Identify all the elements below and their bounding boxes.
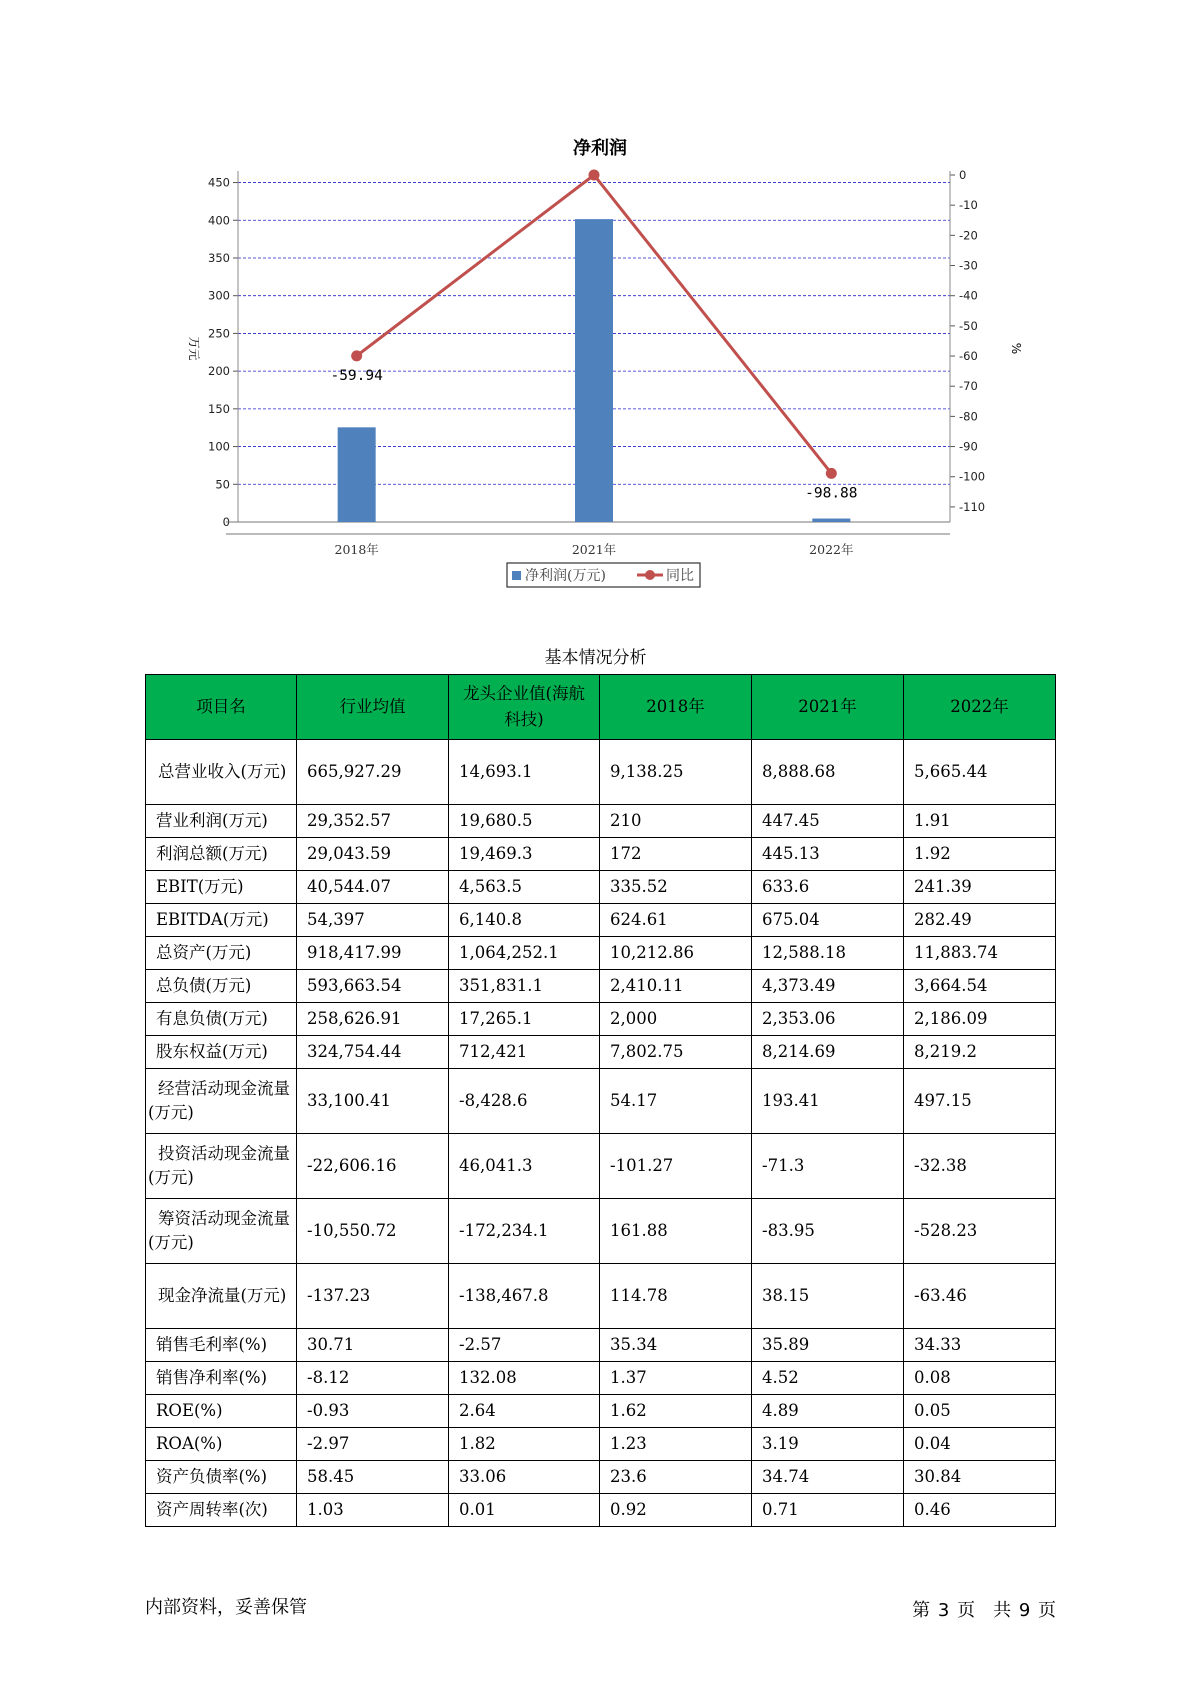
table-cell: 0.46 (904, 1494, 1056, 1527)
table-cell: 675.04 (752, 904, 904, 937)
row-label: 现金净流量(万元) (146, 1264, 297, 1329)
table-cell: 1.23 (600, 1428, 752, 1461)
chart-svg (150, 130, 1050, 600)
y2-tick-label: -40 (959, 288, 978, 303)
table-cell: 2.64 (449, 1395, 600, 1428)
point-yoy (826, 468, 837, 479)
y2-tick-label: -30 (959, 258, 978, 273)
row-label: 资产周转率(次) (146, 1494, 297, 1527)
y2-tick-label: -110 (959, 499, 986, 514)
table-cell: 258,626.91 (297, 1003, 449, 1036)
row-label: 投资活动现金流量(万元) (146, 1134, 297, 1199)
table-cell: 4.52 (752, 1362, 904, 1395)
y-tick-label: 300 (208, 288, 230, 303)
legend-swatch-bar (512, 571, 521, 580)
y2-tick-label: -100 (959, 469, 986, 484)
row-label: 销售净利率(%) (146, 1362, 297, 1395)
row-label: 经营活动现金流量(万元) (146, 1069, 297, 1134)
page-current: 3 (937, 1600, 950, 1621)
table-cell: -10,550.72 (297, 1199, 449, 1264)
row-label: 销售毛利率(%) (146, 1329, 297, 1362)
table-cell: 40,544.07 (297, 871, 449, 904)
point-yoy (351, 350, 362, 361)
row-label: 有息负债(万元) (146, 1003, 297, 1036)
y-tick-label: 0 (222, 515, 230, 529)
table-cell: 5,665.44 (904, 740, 1056, 805)
table-cell: 8,214.69 (752, 1036, 904, 1069)
row-label: 营业利润(万元) (146, 805, 297, 838)
chart-title: 净利润 (573, 138, 627, 159)
table-cell: 4,563.5 (449, 871, 600, 904)
header-industry-avg: 行业均值 (297, 675, 449, 740)
x-tick-label: 2018年 (334, 542, 379, 557)
table-cell: 11,883.74 (904, 937, 1056, 970)
table-cell: 38.15 (752, 1264, 904, 1329)
table-cell: 54.17 (600, 1069, 752, 1134)
table-row (146, 1461, 1056, 1494)
table-cell: -8,428.6 (449, 1069, 600, 1134)
table-cell: 497.15 (904, 1069, 1056, 1134)
y-axis-label: 万元 (187, 336, 201, 361)
point-yoy (589, 170, 600, 181)
y-tick-label: 200 (208, 364, 230, 379)
table-cell: 34.33 (904, 1329, 1056, 1362)
table-cell: 1.37 (600, 1362, 752, 1395)
table-row (146, 937, 1056, 970)
table-cell: 9,138.25 (600, 740, 752, 805)
table-cell: 29,352.57 (297, 805, 449, 838)
table-cell: 19,469.3 (449, 838, 600, 871)
table-cell: 2,186.09 (904, 1003, 1056, 1036)
table-title: 基本情况分析 (544, 648, 647, 668)
legend-label-bar: 净利润(万元) (525, 568, 606, 584)
table-cell: 2,353.06 (752, 1003, 904, 1036)
header-2022: 2022年 (904, 675, 1056, 740)
table-row (146, 1199, 1056, 1264)
table-row (146, 1428, 1056, 1461)
table-cell: 7,802.75 (600, 1036, 752, 1069)
page-prefix: 第 (912, 1600, 931, 1621)
page-total: 9 (1018, 1600, 1031, 1621)
table-row (146, 1395, 1056, 1428)
table-cell: 0.08 (904, 1362, 1056, 1395)
y-tick-label: 150 (208, 401, 230, 416)
table-cell: 1.62 (600, 1395, 752, 1428)
row-label: 筹资活动现金流量(万元) (146, 1199, 297, 1264)
table-cell: -138,467.8 (449, 1264, 600, 1329)
table-cell: 335.52 (600, 871, 752, 904)
row-label: 股东权益(万元) (146, 1036, 297, 1069)
table-row (146, 1494, 1056, 1527)
y2-tick-label: -50 (959, 318, 978, 333)
bar-net-profit (812, 519, 850, 522)
table-cell: 0.04 (904, 1428, 1056, 1461)
table-cell: 241.39 (904, 871, 1056, 904)
table-cell: 0.01 (449, 1494, 600, 1527)
table-cell: 29,043.59 (297, 838, 449, 871)
table-cell: 30.84 (904, 1461, 1056, 1494)
table-cell: 4.89 (752, 1395, 904, 1428)
y2-tick-label: -90 (959, 439, 978, 454)
row-label: EBIT(万元) (146, 871, 297, 904)
table-cell: -2.97 (297, 1428, 449, 1461)
table-cell: 1.03 (297, 1494, 449, 1527)
bar-net-profit (338, 427, 376, 522)
table-cell: -172,234.1 (449, 1199, 600, 1264)
table-cell: 132.08 (449, 1362, 600, 1395)
y2-tick-label: -60 (959, 349, 978, 364)
table-body (146, 740, 1056, 1527)
data-label: -59.94 (330, 367, 383, 384)
table-row (146, 838, 1056, 871)
y-tick-label: 100 (208, 439, 230, 454)
y2-tick-label: -70 (959, 379, 978, 394)
table-cell: 19,680.5 (449, 805, 600, 838)
table-cell: 34.74 (752, 1461, 904, 1494)
header-2018: 2018年 (600, 675, 752, 740)
table-cell: 445.13 (752, 838, 904, 871)
page-indicator (912, 1596, 1056, 1622)
y2-axis-label: % (1009, 342, 1023, 355)
table-cell: 210 (600, 805, 752, 838)
table-cell: -63.46 (904, 1264, 1056, 1329)
table-cell: 33.06 (449, 1461, 600, 1494)
table-cell: 633.6 (752, 871, 904, 904)
table-row (146, 1264, 1056, 1329)
data-label: -98.88 (805, 485, 858, 502)
table-cell: 14,693.1 (449, 740, 600, 805)
table-cell: 30.71 (297, 1329, 449, 1362)
y2-tick-label: -10 (959, 198, 978, 213)
bar-net-profit (575, 219, 613, 522)
table-cell: 23.6 (600, 1461, 752, 1494)
table-cell: 1.92 (904, 838, 1056, 871)
table-cell: 1.91 (904, 805, 1056, 838)
y2-tick-label: -20 (959, 228, 978, 243)
table-cell: -32.38 (904, 1134, 1056, 1199)
table-row (146, 1069, 1056, 1134)
y-tick-label: 450 (208, 175, 230, 190)
table-cell: 33,100.41 (297, 1069, 449, 1134)
y2-tick-label: -80 (959, 409, 978, 424)
table-cell: 193.41 (752, 1069, 904, 1134)
table-cell: 624.61 (600, 904, 752, 937)
page-mid: 页 共 (957, 1600, 1012, 1621)
basic-analysis-table (145, 674, 1056, 1527)
table-cell: 8,888.68 (752, 740, 904, 805)
row-label: 资产负债率(%) (146, 1461, 297, 1494)
table-cell: -101.27 (600, 1134, 752, 1199)
page-suffix: 页 (1038, 1600, 1056, 1621)
table-cell: -137.23 (297, 1264, 449, 1329)
table-cell: -22,606.16 (297, 1134, 449, 1199)
table-row (146, 904, 1056, 937)
table-row (146, 871, 1056, 904)
header-item-name: 项目名 (146, 675, 297, 740)
table-cell: 282.49 (904, 904, 1056, 937)
table-cell: -0.93 (297, 1395, 449, 1428)
table-cell: 10,212.86 (600, 937, 752, 970)
table-cell: 0.71 (752, 1494, 904, 1527)
table-cell: 2,410.11 (600, 970, 752, 1003)
footer-note: 内部资料，妥善保管 (145, 1597, 307, 1618)
table-cell: 2,000 (600, 1003, 752, 1036)
table-cell: 12,588.18 (752, 937, 904, 970)
table-row (146, 740, 1056, 805)
y-tick-label: 400 (208, 213, 230, 228)
header-2021: 2021年 (752, 675, 904, 740)
table-header-row (146, 675, 1056, 740)
net-profit-chart (150, 130, 1050, 600)
table-cell: 35.34 (600, 1329, 752, 1362)
table-cell: -2.57 (449, 1329, 600, 1362)
table-cell: 46,041.3 (449, 1134, 600, 1199)
table-cell: 54,397 (297, 904, 449, 937)
row-label: 总资产(万元) (146, 937, 297, 970)
table-row (146, 1329, 1056, 1362)
table-cell: 1.82 (449, 1428, 600, 1461)
table-cell: 17,265.1 (449, 1003, 600, 1036)
x-tick-label: 2021年 (571, 542, 617, 557)
table-row (146, 1003, 1056, 1036)
table-cell: 1,064,252.1 (449, 937, 600, 970)
table-cell: -8.12 (297, 1362, 449, 1395)
table-cell: 447.45 (752, 805, 904, 838)
table-cell: 351,831.1 (449, 970, 600, 1003)
table-cell: 665,927.29 (297, 740, 449, 805)
table-cell: 3.19 (752, 1428, 904, 1461)
table-cell: 3,664.54 (904, 970, 1056, 1003)
table-cell: 0.05 (904, 1395, 1056, 1428)
row-label: 总负债(万元) (146, 970, 297, 1003)
table-row (146, 1134, 1056, 1199)
header-leader-value: 龙头企业值(海航科技) (449, 675, 600, 740)
table-cell: 0.92 (600, 1494, 752, 1527)
table-cell: 114.78 (600, 1264, 752, 1329)
legend-label-line: 同比 (666, 568, 694, 584)
row-label: 总营业收入(万元) (146, 740, 297, 805)
table-cell: 712,421 (449, 1036, 600, 1069)
table-cell: 172 (600, 838, 752, 871)
table-cell: -83.95 (752, 1199, 904, 1264)
table-row (146, 1036, 1056, 1069)
table-cell: -71.3 (752, 1134, 904, 1199)
row-label: ROE(%) (146, 1395, 297, 1428)
y-tick-label: 350 (208, 250, 230, 265)
row-label: ROA(%) (146, 1428, 297, 1461)
table-cell: 8,219.2 (904, 1036, 1056, 1069)
table-cell: 161.88 (600, 1199, 752, 1264)
table-row (146, 970, 1056, 1003)
table-row (146, 1362, 1056, 1395)
table-cell: 58.45 (297, 1461, 449, 1494)
table-row (146, 805, 1056, 838)
x-tick-label: 2022年 (809, 542, 854, 557)
table-cell: 918,417.99 (297, 937, 449, 970)
y-tick-label: 250 (208, 326, 230, 341)
table-cell: -528.23 (904, 1199, 1056, 1264)
table-cell: 593,663.54 (297, 970, 449, 1003)
table-cell: 4,373.49 (752, 970, 904, 1003)
y-tick-label: 50 (215, 477, 230, 492)
row-label: EBITDA(万元) (146, 904, 297, 937)
table-cell: 35.89 (752, 1329, 904, 1362)
table-cell: 6,140.8 (449, 904, 600, 937)
y2-tick-label: 0 (959, 168, 967, 182)
row-label: 利润总额(万元) (146, 838, 297, 871)
legend-swatch-point (645, 570, 655, 580)
table-cell: 324,754.44 (297, 1036, 449, 1069)
